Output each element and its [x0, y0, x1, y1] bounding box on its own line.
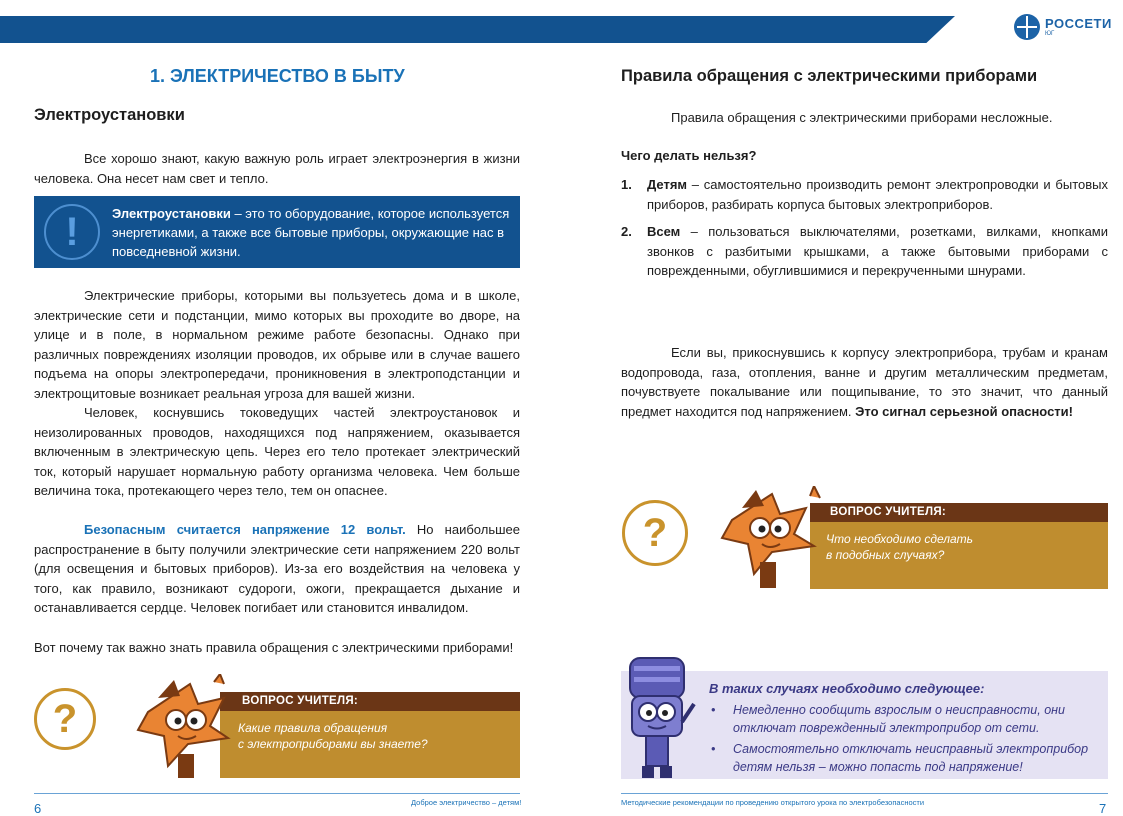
question-mark-icon: ? [34, 688, 96, 750]
definition-text: Электроустановки – это то оборудование, которое используется энергетиками, а также все бытовые приборы, окружающие нас в повседневной жизни. [112, 206, 510, 259]
mascot-icon [714, 486, 826, 590]
header-bar [0, 16, 955, 43]
teacher-question-panel-right [810, 503, 1108, 589]
page-number-left: 6 [34, 801, 42, 816]
definition-box [34, 196, 520, 268]
teacher-question-label: ВОПРОС УЧИТЕЛЯ: [220, 692, 520, 711]
teacher-question-text: Что необходимо сделать в подобных случаях? [826, 532, 973, 562]
actions-title: В таких случаях необходимо следующее: [709, 681, 985, 696]
paragraph-current: Человек, коснувшись токоведущих частей электроустановок и неизолированных проводов, находящихся под напряжением, оказывается включенным в электрическую цепь. Через его тело протекает электрический ток, который нарушает нормальную работу организма человека. Чем больше величина тока, протекающего через тело, тем он опаснее. [34, 405, 520, 498]
teacher-question-label: ВОПРОС УЧИТЕЛЯ: [810, 503, 1108, 522]
forbidden-title: Чего делать нельзя? [621, 148, 757, 163]
rosseti-logo [1014, 14, 1112, 40]
teacher-question-panel [220, 692, 520, 778]
list-item: • Самостоятельно отключать неисправный электроприбор детям нельзя – можно попасть под напряжение! [709, 740, 1104, 776]
chapter-title: 1. ЭЛЕКТРИЧЕСТВО В БЫТУ [150, 66, 405, 86]
question-mark-icon: ? [622, 500, 688, 566]
footer-text-right: Методические рекомендации по проведению открытого урока по электробезопасности [621, 798, 925, 807]
logo-title: РОССЕТИ [1045, 16, 1112, 31]
teacher-question-text: Какие правила обращения с электроприборами вы знаете? [238, 721, 428, 751]
paragraph-devices: Электрические приборы, которыми вы пользуетесь дома и в школе, электрические сети и подстанции, мимо которых вы проходите во дворе, на улице и в поле, в нормальном режиме работе безопасны. Однако при различных повреждениях изоляции проводов, их обрыве или в случае вашего подъема на опоры электропередачи, проникновения в электроподстанции и электрощитовые возникает реальная угроза для вашей жизни. [34, 288, 520, 401]
paragraph-voltage: Безопасным считается напряжение 12 вольт. Но наибольшее распространение в быту получили электрические сети напряжением 220 вольт (для освещения и бытовых приборов). Из-за его воздействия на человека у того, как правило, возникают судороги, ожоги, прекращается дыхание и останавливается сердце. Человек погибает или становится инвалидом. [34, 522, 520, 615]
actions-list [709, 701, 1104, 779]
list-item: 2. Всем – пользоваться выключателями, розетками, вилками, кнопками звонков с разбитыми крышками, а также бытовыми приборами с поврежденными, обуглившимися и перекрученными шнурами. [621, 224, 1108, 278]
logo-subtitle: ЮГ [1045, 31, 1055, 37]
rosseti-logo-icon [1014, 14, 1040, 40]
list-item: 1. Детям – самостоятельно производить ремонт электропроводки и бытовых приборов, разбирать корпуса бытовых электроприборов. [621, 177, 1108, 212]
intro-paragraph: Все хорошо знают, какую важную роль играет электроэнергия в жизни человека. Она несет нам свет и тепло. [34, 151, 520, 186]
rules-list [621, 175, 1108, 289]
mascot-icon [128, 674, 240, 786]
rules-title: Правила обращения с электрическими приборами [621, 67, 1038, 85]
footer-text-left: Доброе электричество – детям! [411, 798, 522, 807]
exclamation-icon: ! [44, 204, 100, 260]
closing-paragraph: Вот почему так важно знать правила обращения с электрическими приборами! [34, 640, 514, 655]
footer-line-left [34, 793, 520, 794]
footer-line-right [621, 793, 1108, 794]
danger-paragraph: Если вы, прикоснувшись к корпусу электроприбора, трубам и кранам водопровода, газа, отопления, ванне и другим металлическим предметам, почувствуете покалывание или пощипывание, то это значит, что данный предмет находится под напряжением. Это сигнал серьезной опасности! [621, 345, 1108, 419]
page-number-right: 7 [1099, 801, 1107, 816]
section-title: Электроустановки [34, 106, 185, 124]
list-item: • Немедленно сообщить взрослым о неисправности, они отключат поврежденный электроприбор от сети. [709, 701, 1104, 737]
rules-intro: Правила обращения с электрическими приборами несложные. [671, 110, 1053, 125]
purple-mascot-icon [622, 652, 702, 782]
